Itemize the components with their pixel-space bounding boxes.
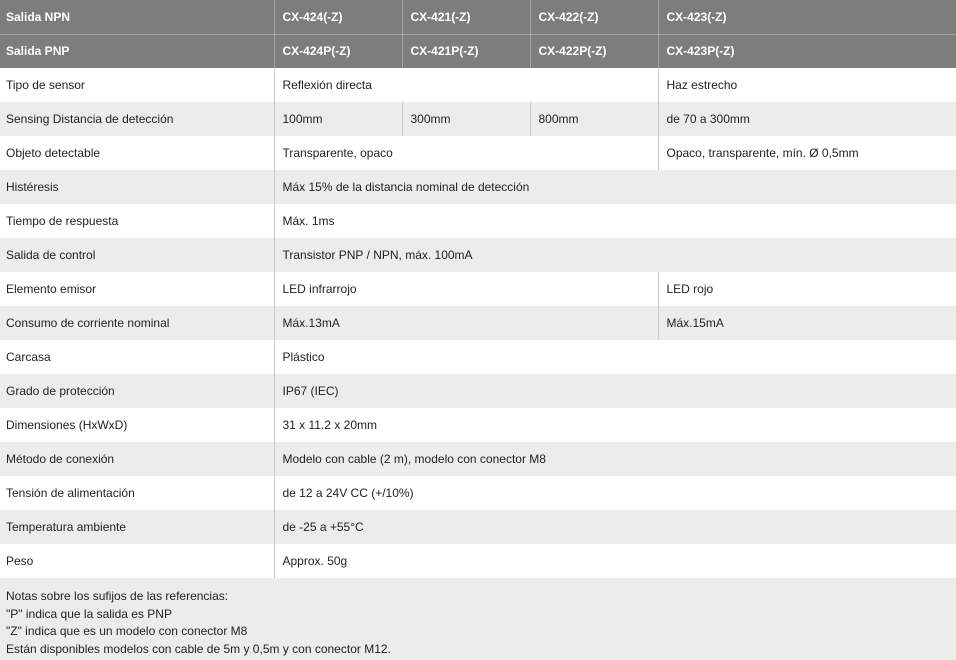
row-label: Grado de protección <box>0 374 274 408</box>
npn-label: Salida NPN <box>0 0 274 34</box>
table-row <box>0 102 956 136</box>
npn-model-4: CX-423(-Z) <box>658 0 956 34</box>
table-row <box>0 306 956 340</box>
row-value: Approx. 50g <box>274 544 956 578</box>
note-line: Están disponibles modelos con cable de 5m y 0,5m y con conector M12. <box>6 641 391 656</box>
row-value: LED rojo <box>658 272 956 306</box>
row-label: Método de conexión <box>0 442 274 476</box>
table-row <box>0 442 956 476</box>
row-value: 31 x 11.2 x 20mm <box>274 408 956 442</box>
table-row <box>0 68 956 102</box>
row-value: Reflexión directa <box>274 68 658 102</box>
pnp-model-1: CX-424P(-Z) <box>274 34 402 68</box>
table-row <box>0 272 956 306</box>
npn-model-2: CX-421(-Z) <box>402 0 530 34</box>
table-row <box>0 476 956 510</box>
row-value: Haz estrecho <box>658 68 956 102</box>
row-label: Peso <box>0 544 274 578</box>
row-value: de 12 a 24V CC (+/10%) <box>274 476 956 510</box>
note-line: "P" indica que la salida es PNP <box>6 606 172 621</box>
table-row <box>0 340 956 374</box>
row-value: LED infrarrojo <box>274 272 658 306</box>
row-value: Máx. 1ms <box>274 204 956 238</box>
suffix-notes <box>0 578 956 660</box>
pnp-label: Salida PNP <box>0 34 274 68</box>
row-value: de 70 a 300mm <box>658 102 956 136</box>
row-label: Sensing Distancia de detección <box>0 102 274 136</box>
row-label: Carcasa <box>0 340 274 374</box>
row-label: Histéresis <box>0 170 274 204</box>
notes-title: Notas sobre los sufijos de las referencias: <box>6 589 229 603</box>
row-value: Plástico <box>274 340 956 374</box>
row-label: Tiempo de respuesta <box>0 204 274 238</box>
table-row <box>0 374 956 408</box>
row-label: Temperatura ambiente <box>0 510 274 544</box>
npn-model-1: CX-424(-Z) <box>274 0 402 34</box>
row-value: Máx.15mA <box>658 306 956 340</box>
row-value: Transparente, opaco <box>274 136 658 170</box>
table-row <box>0 238 956 272</box>
row-value: Transistor PNP / NPN, máx. 100mA <box>274 238 956 272</box>
header-row-npn <box>0 0 956 34</box>
header-row-pnp <box>0 34 956 68</box>
table-row <box>0 510 956 544</box>
row-value: Máx.13mA <box>274 306 658 340</box>
table-row <box>0 408 956 442</box>
row-value: Máx 15% de la distancia nominal de detección <box>274 170 956 204</box>
row-label: Consumo de corriente nominal <box>0 306 274 340</box>
row-label: Tipo de sensor <box>0 68 274 102</box>
row-label: Dimensiones (HxWxD) <box>0 408 274 442</box>
pnp-model-4: CX-423P(-Z) <box>658 34 956 68</box>
table-row <box>0 204 956 238</box>
pnp-model-2: CX-421P(-Z) <box>402 34 530 68</box>
table-row <box>0 136 956 170</box>
row-value: Opaco, transparente, mín. Ø 0,5mm <box>658 136 956 170</box>
row-value: Modelo con cable (2 m), modelo con conector M8 <box>274 442 956 476</box>
row-value: 800mm <box>530 102 658 136</box>
row-value: de -25 a +55°C <box>274 510 956 544</box>
table-row <box>0 170 956 204</box>
table-row <box>0 544 956 578</box>
npn-model-3: CX-422(-Z) <box>530 0 658 34</box>
row-value: 300mm <box>402 102 530 136</box>
row-value: 100mm <box>274 102 402 136</box>
row-label: Tensión de alimentación <box>0 476 274 510</box>
row-label: Objeto detectable <box>0 136 274 170</box>
note-line: "Z" indica que es un modelo con conector M8 <box>6 624 248 638</box>
pnp-model-3: CX-422P(-Z) <box>530 34 658 68</box>
row-label: Salida de control <box>0 238 274 272</box>
row-value: IP67 (IEC) <box>274 374 956 408</box>
row-label: Elemento emisor <box>0 272 274 306</box>
